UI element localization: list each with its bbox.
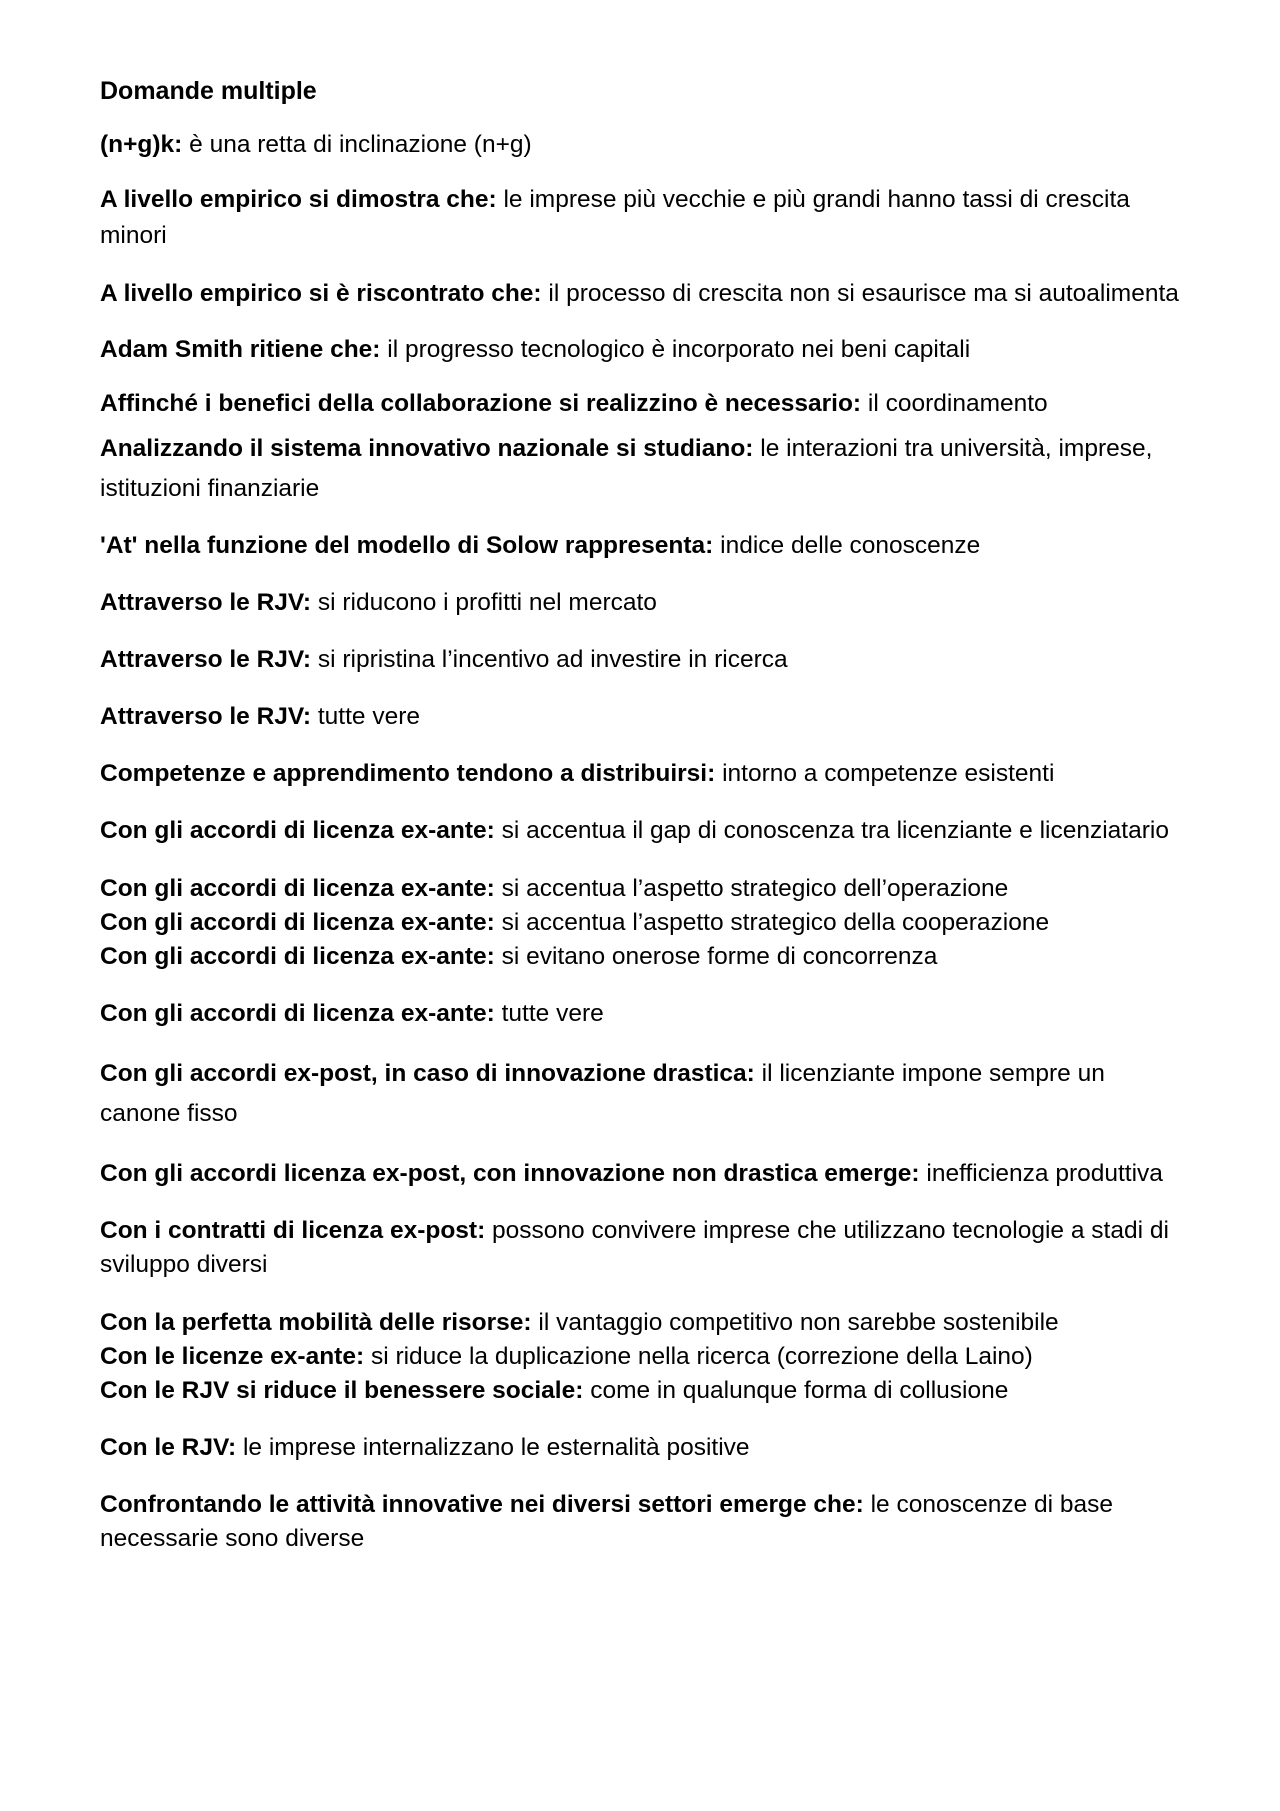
question: (n+g)k: [100, 131, 183, 158]
question: Affinché i benefici della collaborazione si realizzino è necessario: [100, 390, 862, 417]
qa-entry [100, 333, 1180, 367]
question: Competenze e apprendimento tendono a distribuirsi: [100, 760, 716, 787]
question: Adam Smith ritiene che: [100, 336, 381, 363]
qa-entry [100, 1340, 1180, 1374]
answer: le imprese internalizzano le esternalità positive [236, 1434, 750, 1461]
question: Analizzando il sistema innovativo nazionale si studiano: [100, 435, 754, 462]
qa-entry [100, 1306, 1180, 1340]
answer: il vantaggio competitivo non sarebbe sostenibile [531, 1309, 1059, 1336]
qa-entry [100, 997, 1180, 1031]
question: Attraverso le RJV: [100, 703, 312, 730]
qa-entry [100, 906, 1180, 940]
answer: possono convivere imprese che utilizzano tecnologie a stadi di sviluppo diversi [100, 1217, 1169, 1278]
document-page [100, 74, 1180, 1556]
question: A livello empirico si è riscontrato che: [100, 280, 542, 307]
answer: inefficienza produttiva [919, 1160, 1163, 1187]
answer: il progresso tecnologico è incorporato nei beni capitali [380, 336, 971, 363]
question: Con la perfetta mobilità delle risorse: [100, 1309, 532, 1336]
qa-entry [100, 700, 1180, 734]
qa-entry [100, 1054, 1180, 1134]
question: Con le licenze ex-ante: [100, 1343, 365, 1370]
document-title: Domande multiple [100, 77, 317, 105]
answer: indice delle conoscenze [713, 532, 981, 559]
answer: le interazioni tra università, imprese, istituzioni finanziarie [100, 435, 1153, 502]
qa-entry [100, 814, 1180, 848]
answer: le conoscenze di base necessarie sono diverse [100, 1491, 1114, 1552]
question: Con gli accordi di licenza ex-ante: [100, 1000, 495, 1027]
answer: il processo di crescita non si esaurisce ma si autoalimenta [541, 280, 1179, 307]
qa-entry [100, 182, 1180, 254]
qa-entry [100, 387, 1180, 421]
question: Confrontando le attività innovative nei diversi settori emerge che: [100, 1491, 864, 1518]
answer: il licenziante impone sempre un canone fisso [100, 1060, 1105, 1127]
qa-entry [100, 586, 1180, 620]
qa-entry [100, 1488, 1180, 1556]
question: Attraverso le RJV: [100, 589, 312, 616]
answer: si accentua l’aspetto strategico della cooperazione [494, 909, 1050, 936]
question: A livello empirico si dimostra che: [100, 186, 497, 213]
qa-entry [100, 1431, 1180, 1465]
question: Con gli accordi di licenza ex-ante: [100, 817, 495, 844]
answer: si riduce la duplicazione nella ricerca (correzione della Laino) [364, 1343, 1033, 1370]
answer: come in qualunque forma di collusione [583, 1377, 1009, 1404]
answer: si riducono i profitti nel mercato [311, 589, 657, 616]
qa-entry [100, 429, 1180, 509]
answer: tutte vere [494, 1000, 604, 1027]
qa-entry [100, 274, 1180, 313]
question: Con gli accordi di licenza ex-ante: [100, 943, 495, 970]
question: Con gli accordi di licenza ex-ante: [100, 909, 495, 936]
question: Con gli accordi licenza ex-post, con innovazione non drastica emerge: [100, 1160, 920, 1187]
qa-entry [100, 940, 1180, 974]
question: Attraverso le RJV: [100, 646, 312, 673]
answer: si accentua il gap di conoscenza tra licenziante e licenziatario [494, 817, 1169, 844]
question: Con gli accordi ex-post, in caso di innovazione drastica: [100, 1060, 755, 1087]
answer: si ripristina l’incentivo ad investire in ricerca [311, 646, 788, 673]
qa-entry [100, 1374, 1180, 1408]
answer: il coordinamento [861, 390, 1048, 417]
answer: tutte vere [311, 703, 421, 730]
answer: intorno a competenze esistenti [715, 760, 1055, 787]
question: Con le RJV si riduce il benessere sociale: [100, 1377, 584, 1404]
question: Con i contratti di licenza ex-post: [100, 1217, 486, 1244]
qa-entry [100, 643, 1180, 677]
question: Con gli accordi di licenza ex-ante: [100, 875, 495, 902]
qa-entry [100, 1214, 1180, 1282]
answer: si accentua l’aspetto strategico dell’operazione [494, 875, 1009, 902]
question: Con le RJV: [100, 1434, 237, 1461]
answer: le imprese più vecchie e più grandi hanno tassi di crescita minori [100, 186, 1130, 249]
question: 'At' nella funzione del modello di Solow rappresenta: [100, 532, 714, 559]
answer: si evitano onerose forme di concorrenza [494, 943, 938, 970]
qa-entry [100, 757, 1180, 791]
qa-entry [100, 529, 1180, 563]
qa-entry [100, 128, 1180, 162]
qa-entry [100, 1154, 1180, 1194]
qa-entry [100, 872, 1180, 906]
answer: è una retta di inclinazione (n+g) [182, 131, 532, 158]
